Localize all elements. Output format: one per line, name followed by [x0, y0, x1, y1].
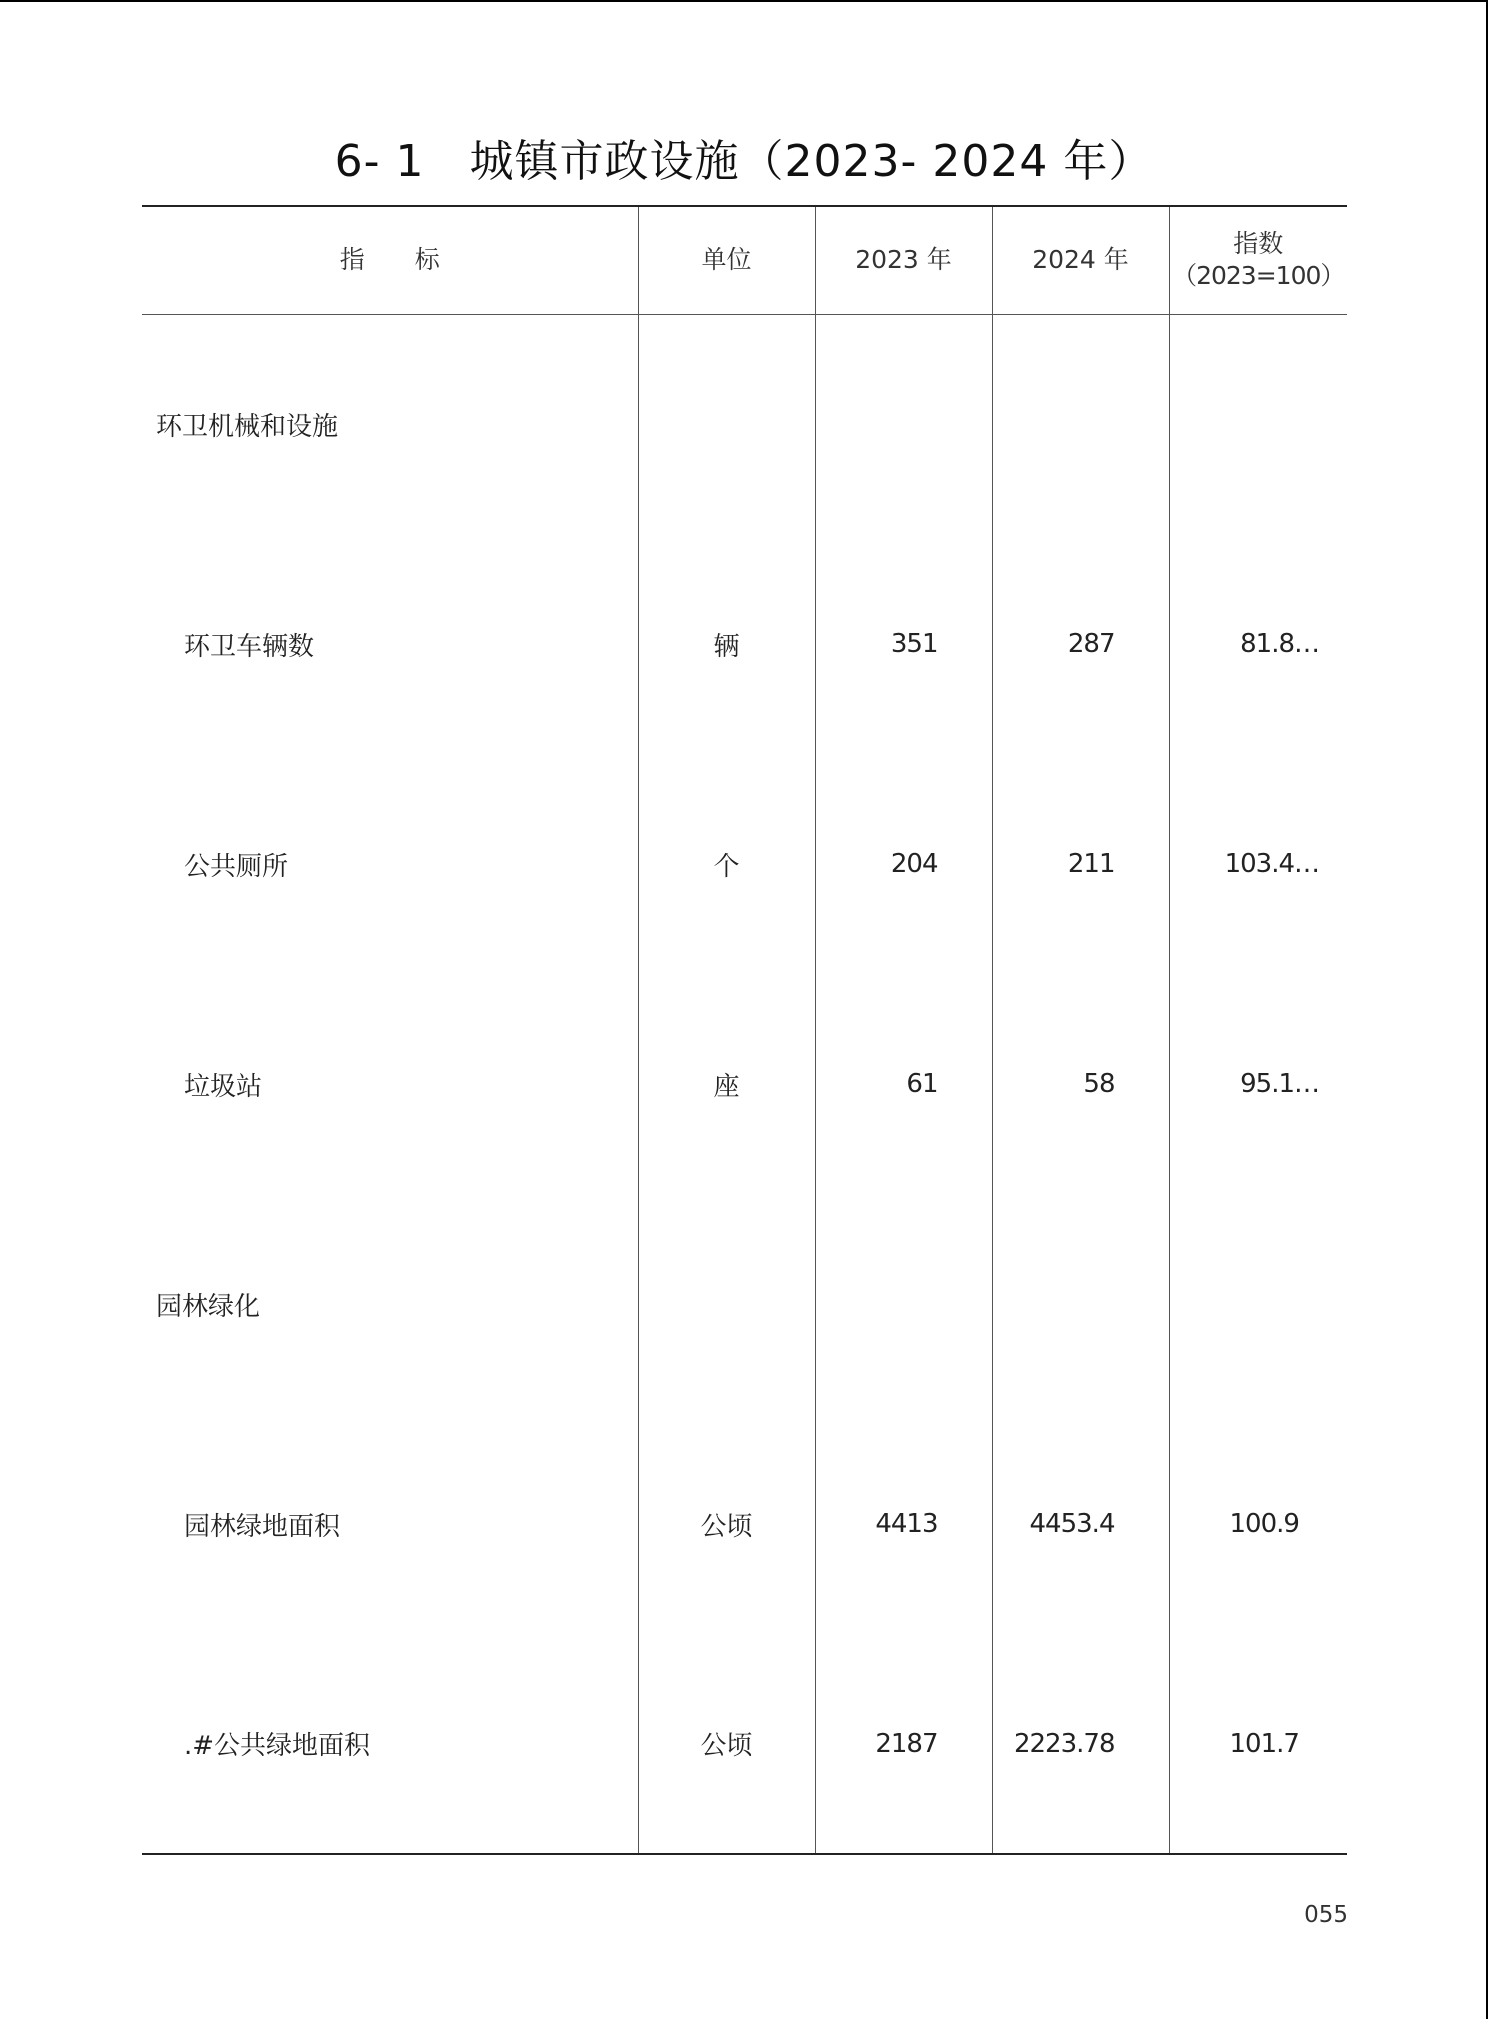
- row-name: 环卫机械和设施: [142, 314, 638, 534]
- row-value-2023: [815, 1194, 992, 1414]
- table-row: [142, 754, 1347, 974]
- row-name: 园林绿地面积: [142, 1414, 638, 1634]
- row-value-2024: [992, 1194, 1169, 1414]
- row-index: [1169, 1194, 1347, 1414]
- row-index: [1169, 314, 1347, 534]
- row-value-2023: 61: [815, 974, 992, 1194]
- row-unit: 公顷: [638, 1414, 815, 1634]
- table-row: [142, 1194, 1347, 1414]
- header-2024: 2024 年: [992, 206, 1169, 314]
- row-index: 103.4…: [1169, 754, 1347, 974]
- page-number: 055: [1304, 1902, 1348, 1928]
- page-title: 6- 1 城镇市政设施（2023- 2024 年）: [334, 136, 1154, 187]
- row-unit: 个: [638, 754, 815, 974]
- header-index-label: 指数: [1233, 229, 1284, 259]
- row-name: 公共厕所: [142, 754, 638, 974]
- row-name: 园林绿化: [142, 1194, 638, 1414]
- row-value-2024: 58: [992, 974, 1169, 1194]
- table-row: [142, 974, 1347, 1194]
- row-value-2024: [992, 314, 1169, 534]
- page-border-top: [0, 0, 1488, 2]
- table-row: [142, 1634, 1347, 1854]
- statistics-table: [142, 205, 1347, 1855]
- row-unit: 座: [638, 974, 815, 1194]
- row-value-2023: 204: [815, 754, 992, 974]
- row-unit: 公顷: [638, 1634, 815, 1854]
- header-index: [1169, 206, 1347, 314]
- row-unit: [638, 314, 815, 534]
- row-value-2024: 4453.4: [992, 1414, 1169, 1634]
- row-value-2024: 2223.78: [992, 1634, 1169, 1854]
- row-index: 101.7: [1169, 1634, 1347, 1854]
- header-indicator: 指 标: [142, 206, 638, 314]
- table-row: [142, 1414, 1347, 1634]
- header-2023: 2023 年: [815, 206, 992, 314]
- row-name: 环卫车辆数: [142, 534, 638, 754]
- row-index: 81.8…: [1169, 534, 1347, 754]
- header-index-base: （2023=100）: [1172, 261, 1345, 291]
- row-value-2024: 287: [992, 534, 1169, 754]
- header-unit: 单位: [638, 206, 815, 314]
- row-index: 95.1…: [1169, 974, 1347, 1194]
- row-value-2023: [815, 314, 992, 534]
- row-value-2023: 2187: [815, 1634, 992, 1854]
- row-value-2024: 211: [992, 754, 1169, 974]
- row-value-2023: 351: [815, 534, 992, 754]
- table-row: [142, 534, 1347, 754]
- row-value-2023: 4413: [815, 1414, 992, 1634]
- table-row: [142, 314, 1347, 534]
- row-name: 垃圾站: [142, 974, 638, 1194]
- table-header-row: [142, 206, 1347, 314]
- row-index: 100.9: [1169, 1414, 1347, 1634]
- row-unit: 辆: [638, 534, 815, 754]
- row-name: .#公共绿地面积: [142, 1634, 638, 1854]
- row-unit: [638, 1194, 815, 1414]
